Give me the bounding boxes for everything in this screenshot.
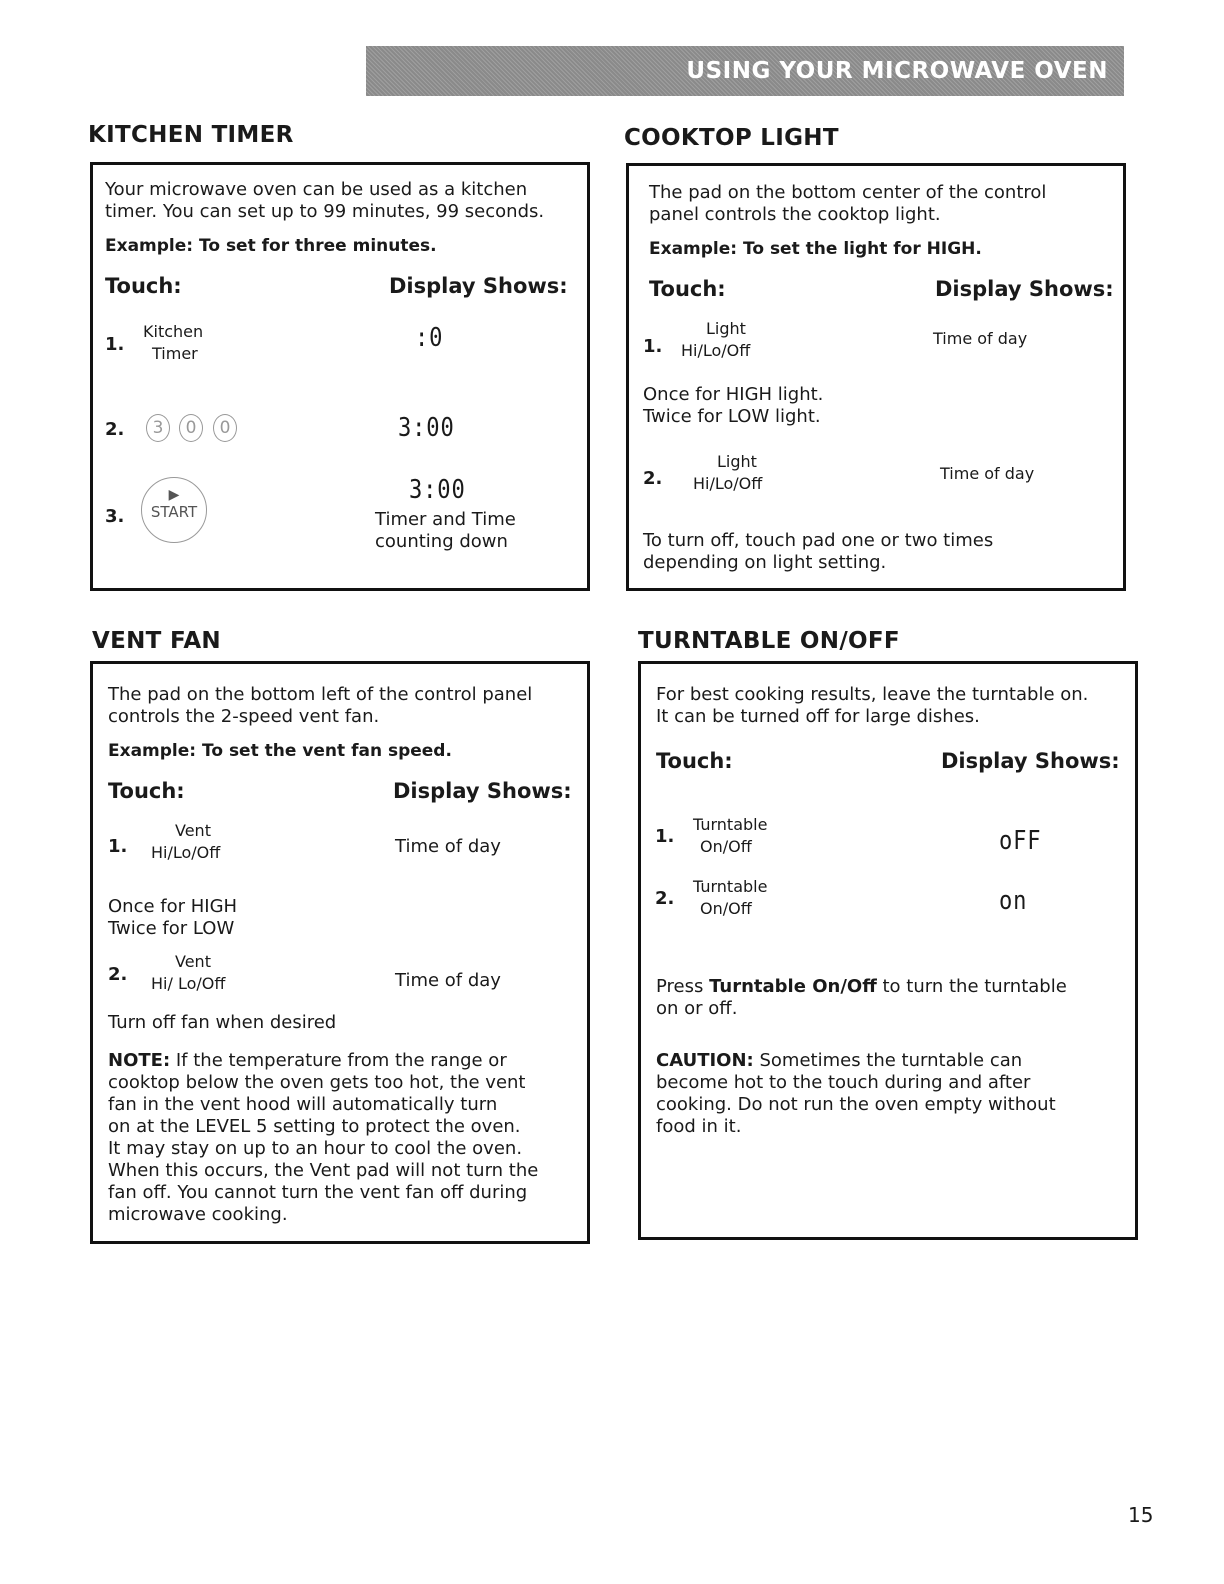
kitchen-timer-intro-1: Your microwave oven can be used as a kitchen [105,179,528,200]
cooktop-intro-1: The pad on the bottom center of the control [649,182,1047,203]
vent-pad-label-1: Vent [175,952,211,971]
vent-turn-off: Turn off fan when desired [108,1012,337,1033]
kitchen-timer-title: KITCHEN TIMER [88,122,294,148]
kitchen-timer-box [90,162,590,591]
number-key-0: 0 [213,414,237,442]
turntable-title: TURNTABLE ON/OFF [638,628,900,654]
step-number: 1. [655,826,675,847]
cooktop-mid-1: Once for HIGH light. [643,384,824,405]
vent-note-line [108,1050,507,1072]
turntable-caution-line: food in it. [656,1116,742,1137]
vent-note-line: fan off. You cannot turn the vent fan off during [108,1182,528,1203]
step-number: 1. [108,836,128,857]
display-header: Display Shows: [935,277,1114,301]
kitchen-timer-intro-2: timer. You can set up to 99 minutes, 99 seconds. [105,201,545,222]
turntable-intro-1: For best cooking results, leave the turntable on. [656,684,1089,705]
step-number: 2. [105,419,125,440]
touch-header: Touch: [656,749,733,773]
turntable-caution-line [656,1050,1022,1072]
vent-note-line: microwave cooking. [108,1204,288,1225]
display-readout: oFF [999,826,1042,856]
vent-pad-label-1: Vent [175,821,211,840]
start-pad [141,477,207,543]
page-number: 15 [1128,1503,1154,1527]
vent-mid-2: Twice for LOW [108,918,235,939]
step-number: 1. [643,336,663,357]
turntable-intro-2: It can be turned off for large dishes. [656,706,980,727]
turntable-press-line [656,976,1067,998]
play-icon: ▶ [168,487,180,503]
display-readout: Time of day [933,329,1028,348]
touch-header: Touch: [105,274,182,298]
kitchen-timer-example: Example: To set for three minutes. [105,236,437,256]
display-readout: on [999,886,1028,916]
vent-note-line: on at the LEVEL 5 setting to protect the oven. [108,1116,521,1137]
turntable-pad-label-2: On/Off [700,899,752,918]
cooktop-outro-1: To turn off, touch pad one or two times [643,530,994,551]
display-readout: Time of day [395,836,501,857]
touch-header: Touch: [649,277,726,301]
caution-text: Sometimes the turntable can [759,1050,1023,1071]
press-pre: Press [656,976,710,997]
vent-note-line: When this occurs, the Vent pad will not turn the [108,1160,539,1181]
cooktop-light-box [626,163,1126,591]
cooktop-mid-2: Twice for LOW light. [643,406,821,427]
display-readout: 3:00 [409,475,466,505]
press-post: to turn the turntable [876,976,1067,997]
section-banner: USING YOUR MICROWAVE OVEN [366,46,1124,96]
step-number: 2. [108,964,128,985]
cooktop-light-title: COOKTOP LIGHT [624,125,839,151]
display-readout: Time of day [940,464,1035,483]
kitchen-timer-pad-label-2: Timer [152,344,198,363]
step-number: 2. [655,888,675,909]
press-bold: Turntable On/Off [709,976,877,997]
touch-header: Touch: [108,779,185,803]
display-readout: Time of day [395,970,501,991]
light-pad-label-1: Light [706,319,746,338]
turntable-box [638,661,1138,1240]
turntable-caution-line: become hot to the touch during and after [656,1072,1031,1093]
vent-pad-label-2: Hi/ Lo/Off [151,974,226,993]
kitchen-timer-pad-label-1: Kitchen [143,322,204,341]
display-header: Display Shows: [389,274,568,298]
step-number: 3. [105,506,125,527]
vent-fan-box [90,661,590,1244]
cooktop-example: Example: To set the light for HIGH. [649,239,982,259]
display-readout: :0 [415,323,444,353]
caution-label: CAUTION: [656,1050,754,1071]
turntable-pad-label-1: Turntable [693,815,768,834]
timer-note-2: counting down [375,531,508,552]
vent-example: Example: To set the vent fan speed. [108,741,452,761]
vent-note-line: fan in the vent hood will automatically turn [108,1094,498,1115]
timer-note-1: Timer and Time [375,509,516,530]
display-readout: 3:00 [398,413,455,443]
note-label: NOTE: [108,1050,171,1071]
number-key-3: 3 [146,414,170,442]
note-text: If the temperature from the range or [175,1050,507,1071]
vent-mid-1: Once for HIGH [108,896,238,917]
vent-intro-1: The pad on the bottom left of the control panel [108,684,533,705]
vent-pad-label-2: Hi/Lo/Off [151,843,221,862]
light-pad-label-1: Light [717,452,757,471]
display-header: Display Shows: [393,779,572,803]
turntable-pad-label-2: On/Off [700,837,752,856]
start-pad-label: START [150,503,198,521]
light-pad-label-2: Hi/Lo/Off [681,341,751,360]
vent-intro-2: controls the 2-speed vent fan. [108,706,380,727]
vent-note-line: It may stay on up to an hour to cool the oven. [108,1138,523,1159]
vent-note-line: cooktop below the oven gets too hot, the vent [108,1072,526,1093]
cooktop-outro-2: depending on light setting. [643,552,887,573]
light-pad-label-2: Hi/Lo/Off [693,474,763,493]
number-key-0: 0 [179,414,203,442]
turntable-press-2: on or off. [656,998,738,1019]
step-number: 2. [643,468,663,489]
turntable-caution-line: cooking. Do not run the oven empty without [656,1094,1056,1115]
display-header: Display Shows: [941,749,1120,773]
cooktop-intro-2: panel controls the cooktop light. [649,204,941,225]
step-number: 1. [105,334,125,355]
turntable-pad-label-1: Turntable [693,877,768,896]
vent-fan-title: VENT FAN [92,628,221,654]
